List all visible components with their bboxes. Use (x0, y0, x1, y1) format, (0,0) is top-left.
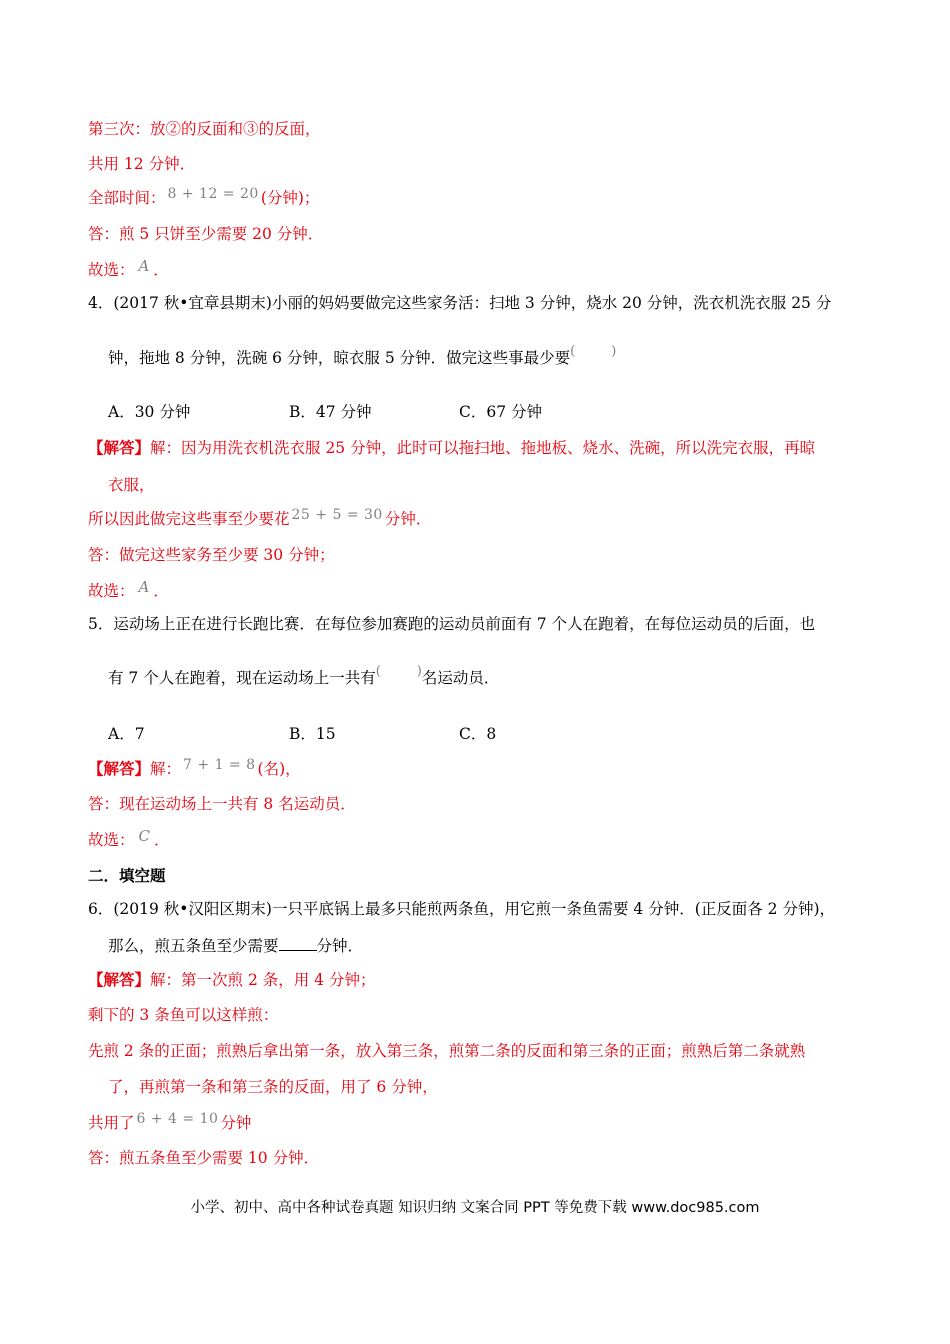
prev-solution-line2: 共用 12 分钟． (88, 155, 196, 173)
answer-tag: 【解答】 (88, 438, 151, 457)
answer-tag: 【解答】 (88, 759, 151, 778)
q5-stem-line2: 有 7 个人在跑着，现在运动场上一共有( )名运动员． (108, 664, 500, 687)
answer-paren-open: ( (375, 664, 381, 679)
q6-answer-line6: 答：煎五条鱼至少需要 10 分钟． (88, 1149, 320, 1167)
q4-choice-c: C．67 分钟 (459, 403, 543, 421)
q5-choice-a: A．7 (108, 725, 145, 743)
answer-tag: 【解答】 (88, 970, 151, 989)
q5-choice-c: C．8 (459, 725, 497, 743)
q4-select: 故选： A ． (88, 578, 169, 600)
answer-paren-close: ) (611, 344, 617, 359)
q6-answer-line2: 剩下的 3 条鱼可以这样煎： (88, 1006, 279, 1024)
answer-paren-close: ) (416, 664, 422, 679)
q5-answer-line2: 答：现在运动场上一共有 8 名运动员． (88, 795, 356, 813)
q6-answer-line3: 先煎 2 条的正面；煎熟后拿出第一条，放入第三条，煎第二条的反面和第三条的正面；煎熟后第二条就熟 (88, 1042, 806, 1060)
prev-solution-line1: 第三次：放②的反面和③的反面， (88, 120, 321, 138)
answer-choice-letter: C (138, 827, 150, 845)
q5-choice-b: B．15 (289, 725, 336, 743)
q5-answer-line1: 【解答】解： 7 + 1 = 8 (名)， (88, 757, 301, 778)
prev-solution-line3: 全部时间： 8 + 12 = 20 (分钟)； (88, 186, 320, 207)
q5-select: 故选： C ． (88, 827, 170, 849)
q4-stem-line2: 钟，拖地 8 分钟，洗碗 6 分钟，晾衣服 5 分钟．做完这些事最少要( ) (108, 344, 617, 367)
prev-solution-select: 故选： A ． (88, 257, 169, 279)
q4-answer-line1: 【解答】解：因为用洗衣机洗衣服 25 分钟，此时可以拖扫地、拖地板、烧水、洗碗，所以洗完衣服，再晾 (88, 438, 816, 457)
q4-answer-line2: 衣服， (108, 476, 155, 494)
q6-stem-line1: 6．(2019 秋•汉阳区期末)一只平底锅上最多只能煎两条鱼，用它煎一条鱼需要 4 分钟．(正反面各 2 分钟)， (88, 900, 836, 918)
answer-choice-letter: A (138, 257, 150, 275)
footer-text: 小学、初中、高中各种试卷真题 知识归纳 文案合同 PPT 等免费下载 www.doc985.com (190, 1200, 760, 1216)
q6-answer-line5: 共用了 6 + 4 = 10 分钟 (88, 1111, 252, 1132)
q4-answer-line3: 所以因此做完这些事至少要花 25 + 5 = 30 分钟． (88, 507, 432, 528)
q6-stem-line2: 那么，煎五条鱼至少需要 分钟． (108, 937, 364, 955)
math-expression: 8 + 12 = 20 (167, 186, 259, 202)
q4-stem-line1: 4．(2017 秋•宜章县期末)小丽的妈妈要做完这些家务活：扫地 3 分钟，烧水 20 分钟，洗衣机洗衣服 25 分 (88, 294, 832, 312)
q5-stem-line1: 5．运动场上正在进行长跑比赛．在每位参加赛跑的运动员前面有 7 个人在跑着，在每位运动员的后面，也 (88, 615, 816, 633)
q4-choice-a: A．30 分钟 (108, 403, 191, 421)
section-title: 二．填空题 (88, 867, 166, 885)
q4-answer-line4: 答：做完这些家务至少要 30 分钟； (88, 546, 335, 564)
q6-answer-line4: 了，再煎第一条和第三条的反面，用了 6 分钟， (108, 1078, 438, 1096)
answer-choice-letter: A (138, 578, 150, 596)
fill-blank (279, 936, 317, 951)
math-expression: 25 + 5 = 30 (291, 507, 383, 523)
answer-paren-open: ( (570, 344, 576, 359)
q4-choice-b: B．47 分钟 (289, 403, 372, 421)
math-expression: 7 + 1 = 8 (183, 757, 256, 773)
prev-solution-answer: 答：煎 5 只饼至少需要 20 分钟． (88, 225, 324, 243)
math-expression: 6 + 4 = 10 (136, 1111, 219, 1127)
q6-answer-line1: 【解答】解：第一次煎 2 条，用 4 分钟； (88, 970, 376, 989)
